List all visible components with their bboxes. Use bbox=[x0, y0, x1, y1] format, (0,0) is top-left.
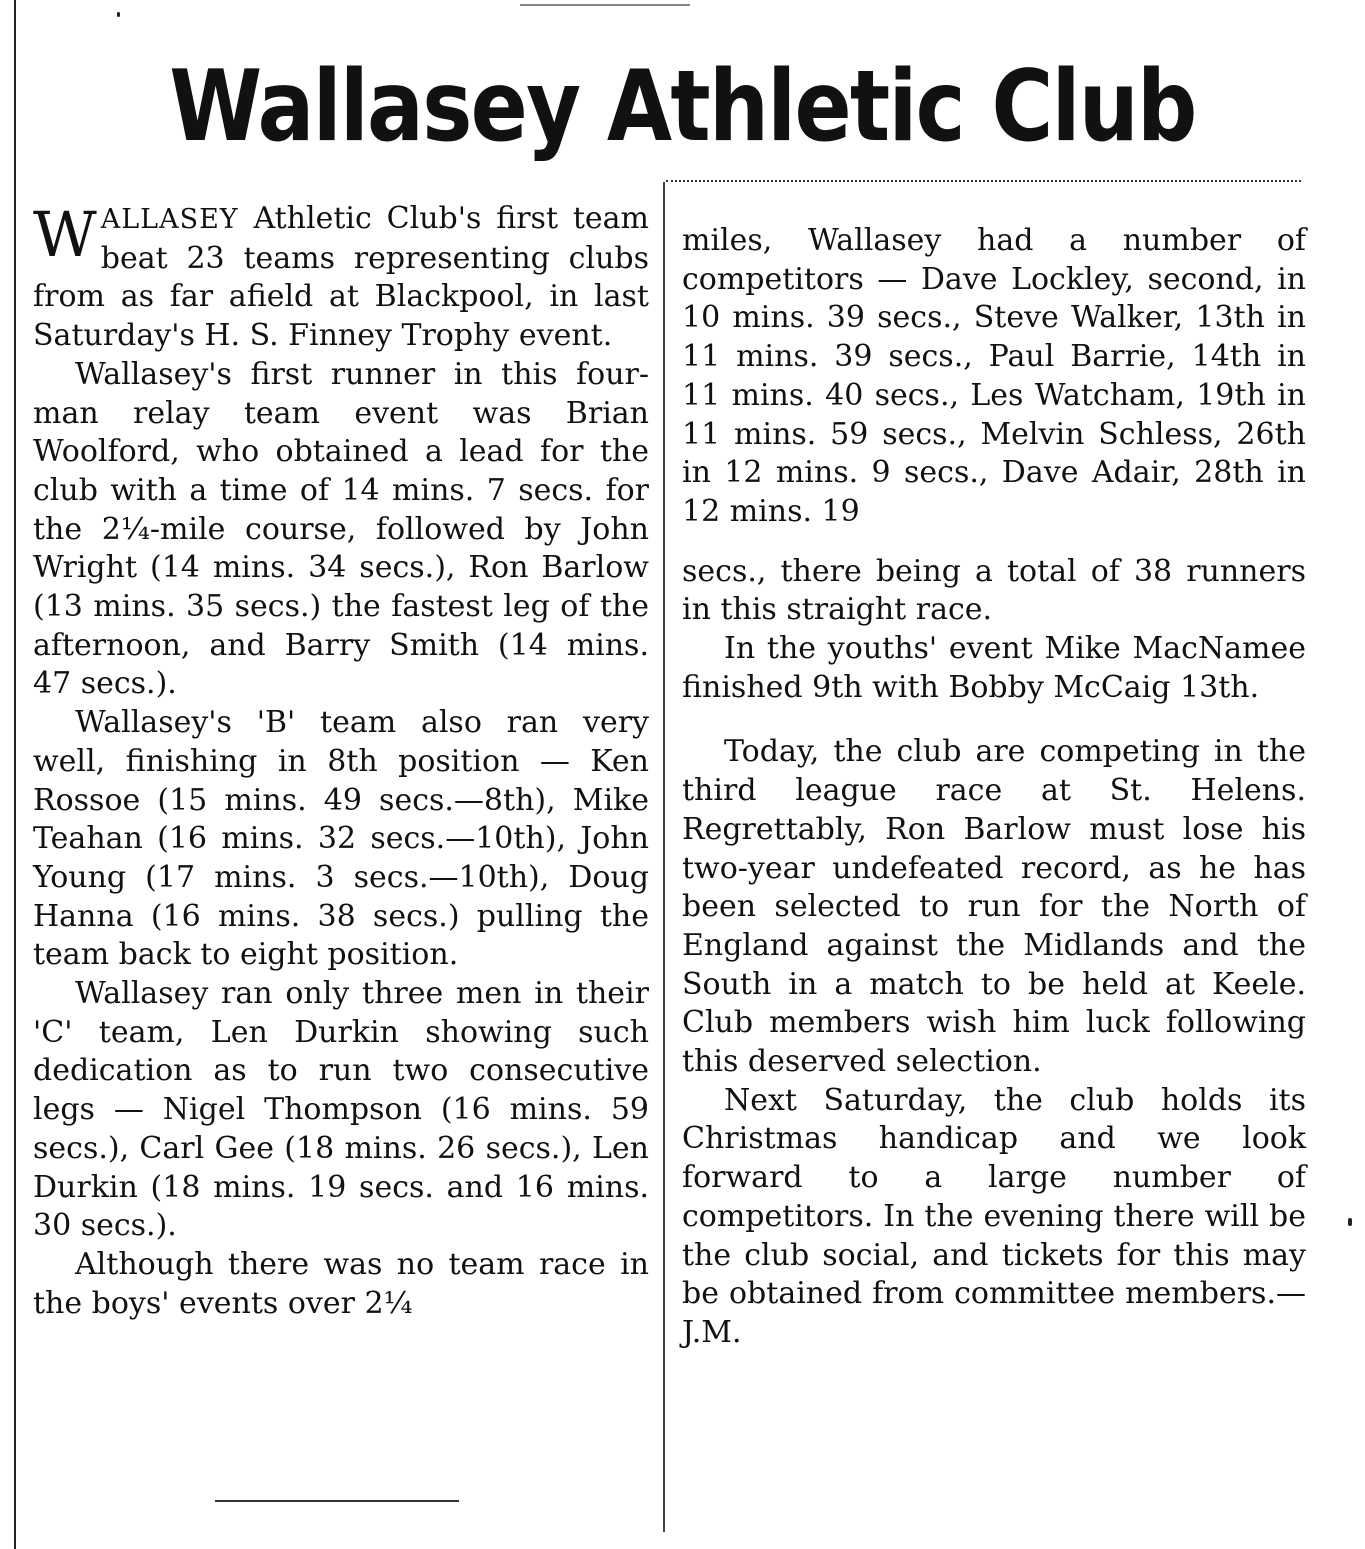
right-column-dotted-rule bbox=[666, 180, 1301, 182]
column-divider bbox=[663, 182, 665, 1532]
print-speck bbox=[1348, 1218, 1352, 1226]
article-paragraph: Wallasey ran only three men in their 'C' team, Len Durkin showing such dedication as to run two consecutive legs — Nigel Thompson (16 mins. 59 secs.), Carl Gee (18 mins. 26 secs.), Len Durkin (18 mins. 19 secs. and 16 mins. 30 secs.). bbox=[33, 976, 649, 1244]
article-paragraph: Although there was no team race in the boys' events over 2¼ bbox=[33, 1246, 649, 1321]
left-column-end-rule bbox=[215, 1500, 459, 1502]
article-left-column bbox=[33, 200, 649, 1323]
article-lead-paragraph bbox=[33, 200, 649, 356]
article-headline: Wallasey Athletic Club bbox=[169, 50, 1196, 164]
lead-paragraph-text: Athletic Club's first team beat 23 teams representing clubs from as far afield at Blackpool, in last Saturday's H. S. Finney Trophy event. bbox=[33, 201, 649, 354]
article-paragraph: Wallasey's first runner in this four-man relay team event was Brian Woolford, who obtained a lead for the club with a time of 14 mins. 7 secs. for the 2¼-mile course, followed by John Wright (14 mins. 34 secs.), Ron Barlow (13 mins. 35 secs.) the fastest leg of the afternoon, and Barry Smith (14 mins. 47 secs.). bbox=[33, 356, 649, 702]
print-speck bbox=[117, 12, 120, 17]
continued-paragraph: miles, Wallasey had a number of competitors — Dave Lockley, second, in 10 mins. 39 secs., Steve Walker, 13th in 11 mins. 39 secs., Paul Barrie, 14th in 11 mins. 40 secs., Les Watcham, 19th in 11 mins. 59 secs., Melvin Schless, 26th in 12 mins. 9 secs., Dave Adair, 28th in 12 mins. 19 bbox=[682, 223, 1306, 529]
page-left-rule bbox=[14, 0, 16, 1549]
continued-paragraph-end: secs., there being a total of 38 runners in this straight race. bbox=[682, 553, 1306, 628]
article-paragraph: Wallasey's 'B' team also ran very well, finishing in 8th position — Ken Rossoe (15 mins. 49 secs.—8th), Mike Teahan (16 mins. 32 secs.—10th), John Young (17 mins. 3 secs.—10th), Doug Hanna (16 mins. 38 secs.) pulling the team back to eight position. bbox=[33, 705, 649, 973]
drop-cap: W bbox=[33, 198, 97, 271]
article-paragraph: In the youths' event Mike MacNamee finished 9th with Bobby McCaig 13th. bbox=[682, 631, 1306, 705]
article-paragraph: Next Saturday, the club holds its Christmas handicap and we look forward to a large number of competitors. In the evening there will be the club social, and tickets for this may be obtained from committee members.—J.M. bbox=[682, 1082, 1306, 1350]
article-right-column bbox=[682, 222, 1306, 1353]
lead-caps: ALLASEY bbox=[100, 204, 239, 235]
top-smudge bbox=[520, 4, 690, 12]
article-paragraph: Today, the club are competing in the third league race at St. Helens. Regrettably, Ron Barlow must lose his two-year undefeated record, as he has been selected to run for the North of England against the Midlands and the South in a match to be held at Keele. Club members wish him luck following this deserved selection. bbox=[682, 734, 1306, 1080]
